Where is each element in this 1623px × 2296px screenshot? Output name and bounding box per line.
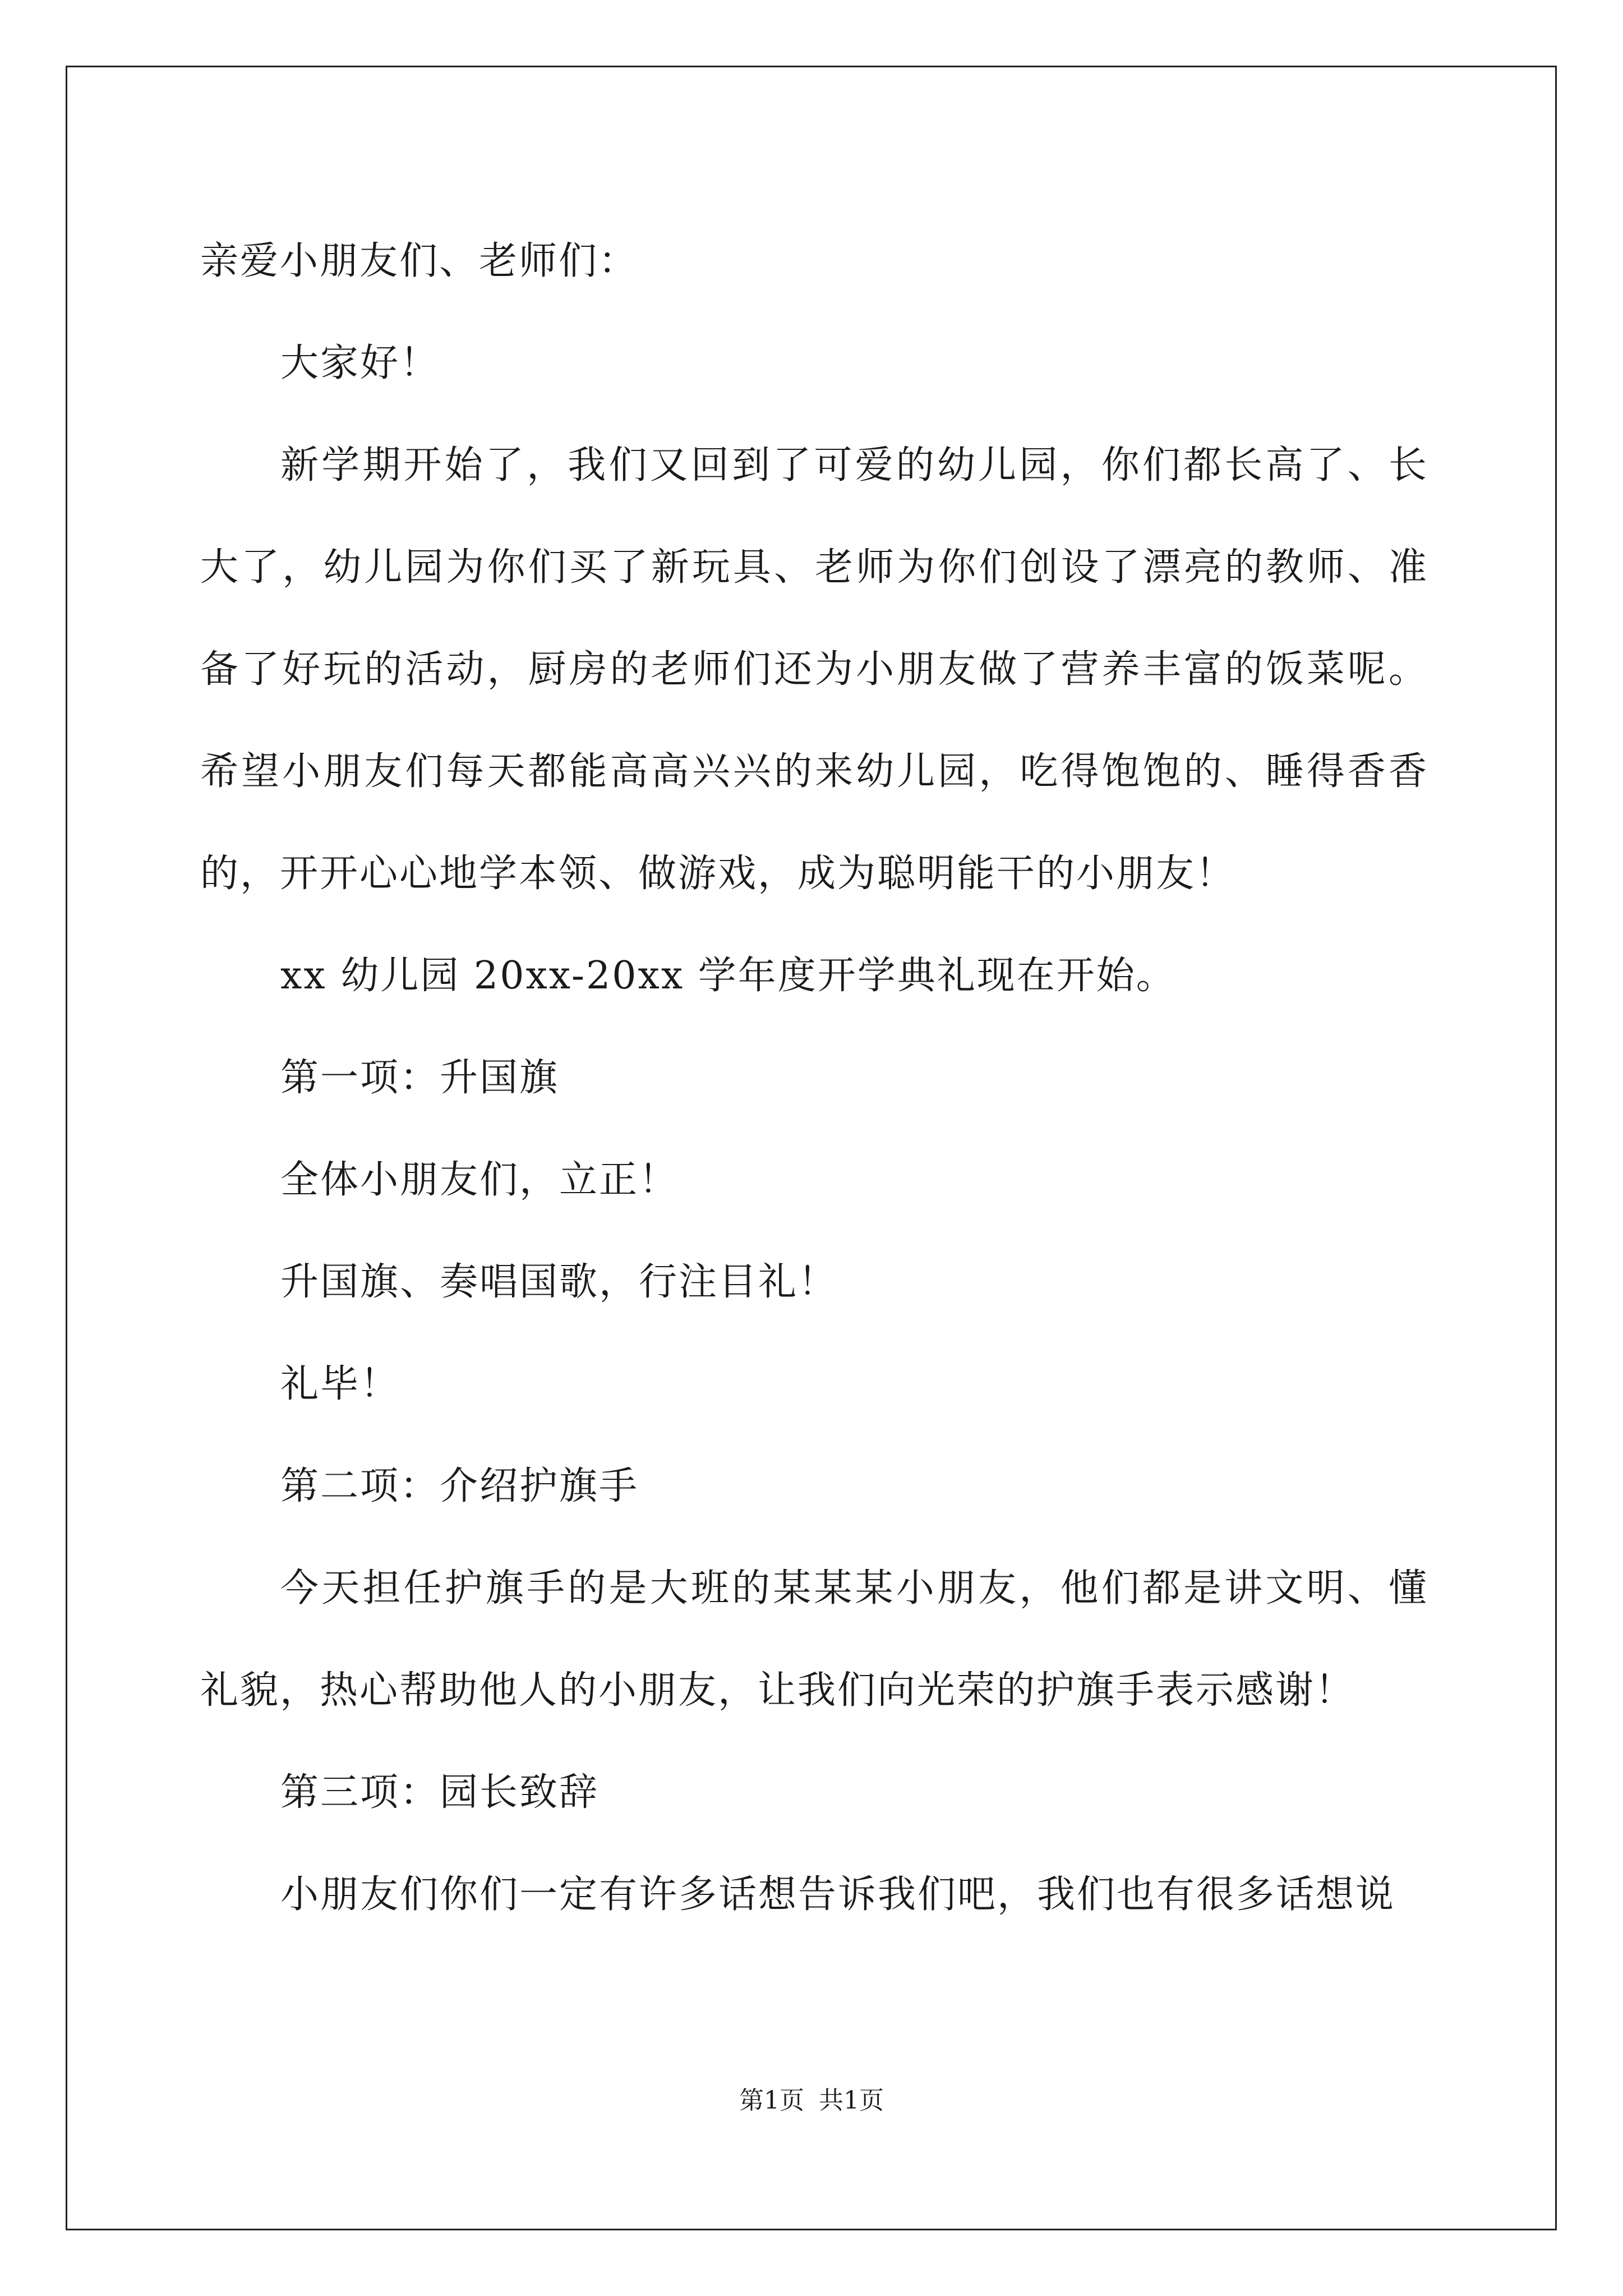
agenda-item-1: 第一项：升国旗 xyxy=(280,1056,560,1100)
greeting: 大家好！ xyxy=(280,341,440,385)
paragraph-welcome: 新学期开始了，我们又回到了可爱的幼儿园，你们都长高了、长大了，幼儿园为你们买了新玩具、老师为你们创设了漂亮的教师、准备了好玩的活动，厨房的老师们还为小朋友做了营养丰富的饭菜呢。希望小朋友们每天都能高高兴兴的来幼儿园，吃得饱饱的、睡得香香的，开开心心地学本领、做游戏，成为聪明能干的小朋友！ xyxy=(200,443,1428,896)
agenda-item-3: 第三项：园长致辞 xyxy=(280,1770,600,1815)
agenda-item-2: 第二项：介绍护旗手 xyxy=(280,1464,639,1508)
salutation: 亲爱小朋友们、老师们： xyxy=(200,239,639,283)
paragraph-salute-end: 礼毕！ xyxy=(280,1362,400,1406)
page-footer xyxy=(0,2084,1623,2118)
paragraph-attention: 全体小朋友们，立正！ xyxy=(280,1158,679,1202)
page-total: 共1页 xyxy=(819,2086,884,2115)
paragraph-anthem: 升国旗、奏唱国歌，行注目礼！ xyxy=(280,1260,838,1304)
paragraph-flag-guards: 今天担任护旗手的是大班的某某某小朋友，他们都是讲文明、懂礼貌，热心帮助他人的小朋友，让我们向光荣的护旗手表示感谢！ xyxy=(200,1566,1428,1713)
paragraph-opening: xx 幼儿园 20xx-20xx 学年度开学典礼现在开始。 xyxy=(280,954,1176,998)
page-number: 第1页 xyxy=(739,2086,804,2115)
document-body xyxy=(200,210,1428,1946)
paragraph-principal-speech: 小朋友们你们一定有许多话想告诉我们吧，我们也有很多话想说 xyxy=(280,1872,1396,1917)
